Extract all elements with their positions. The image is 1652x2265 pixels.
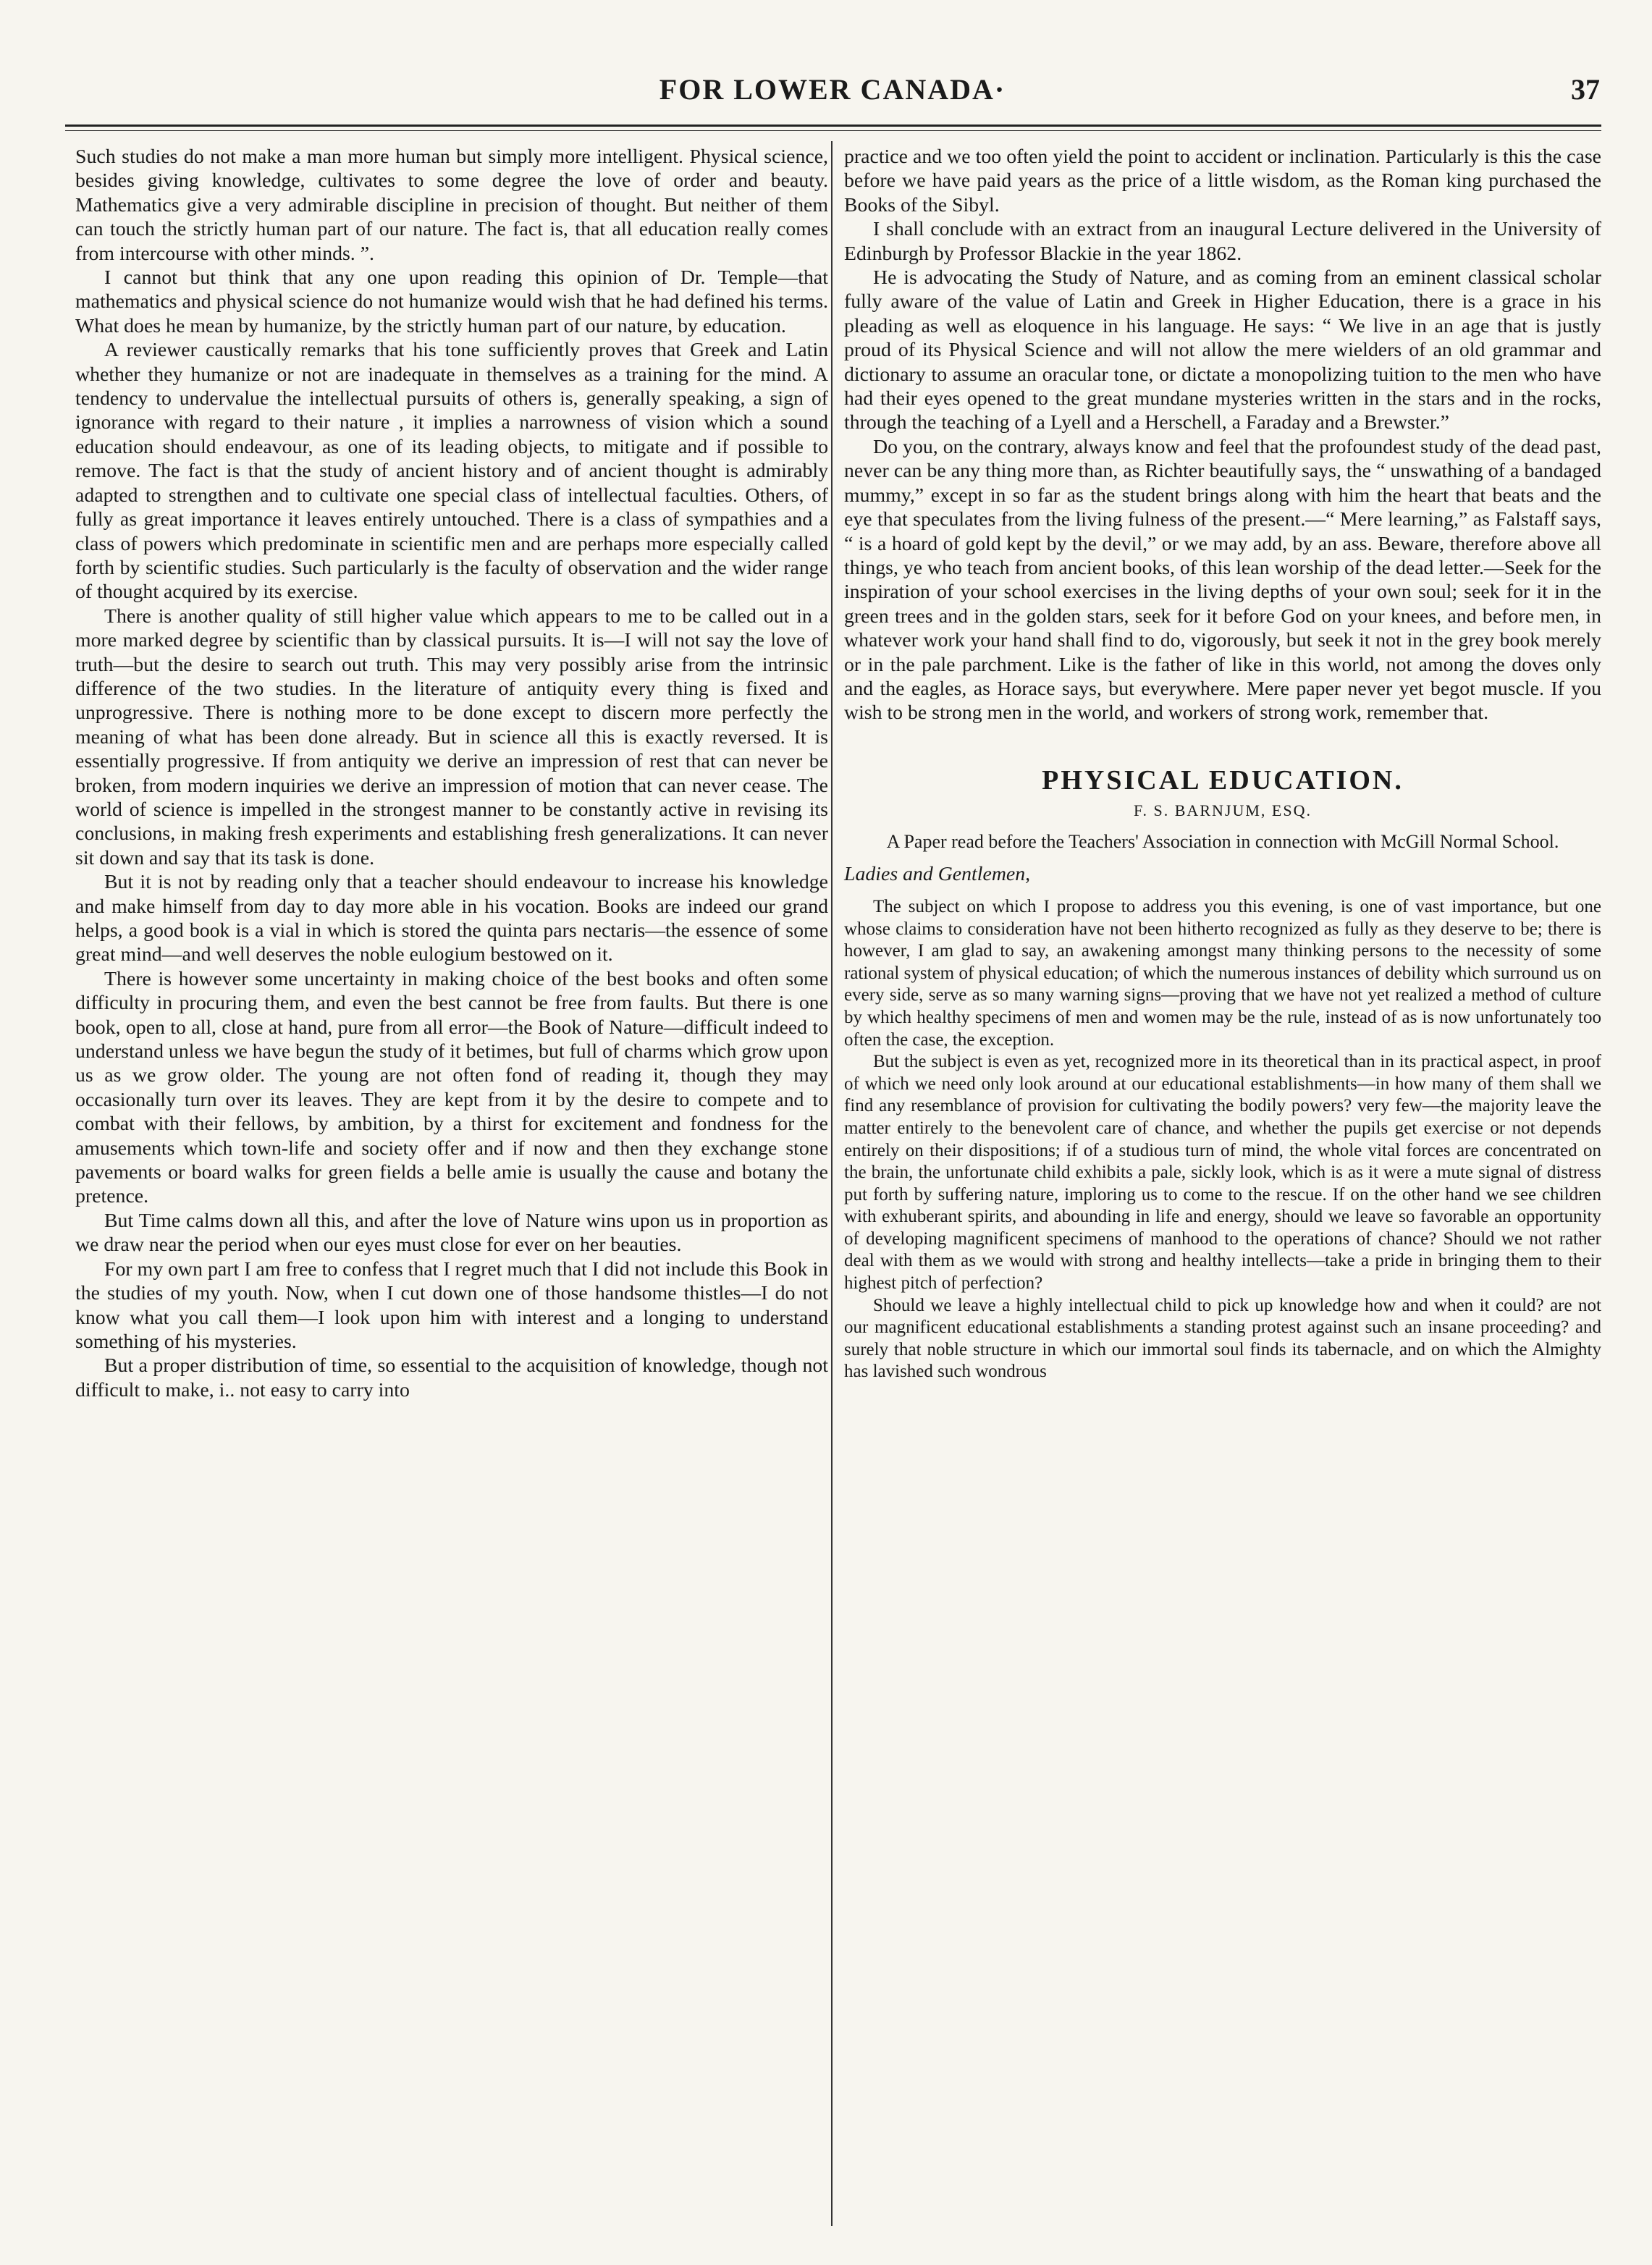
column-divider xyxy=(831,141,833,2226)
paragraph: He is advocating the Study of Nature, and as coming from an eminent classical scholar fully aware of the value of Latin and Greek in Higher Education, there is a grace in his pleading as well as eloquence in his language. He says: “ We live in an age that is justly proud of its Physical Science and will not allow the mere wielders of an old grammar and dictionary to assume an oracular tone, or dictate a monopolizing tuition to the men who have had their eyes opened to the great mundane mysteries written in the stars and in the rocks, through the teaching of a Lyell and a Herschell, a Faraday and a Brewster.” xyxy=(844,266,1601,434)
article-subtitle: A Paper read before the Teachers' Association in connection with McGill Normal School. xyxy=(886,830,1559,852)
paragraph: But Time calms down all this, and after the love of Nature wins upon us in proportion as we draw near the period when our eyes must close for ever on her beauties. xyxy=(75,1209,828,1257)
paragraph: practice and we too often yield the point to accident or inclination. Particularly is this the case before we have paid years as the price of a little wisdom, as the Roman king purchased the Books of the Sibyl. xyxy=(844,145,1601,216)
paragraph: A reviewer caustically remarks that his tone sufficiently proves that Greek and Latin whether they humanize or not are inadequate in themselves as a training for the mind. A tendency to undervalue the intellectual pursuits of others is, generally speaking, a sign of ignorance with regard to their nature , it implies a narrowness of vision which a sound education should endeavour, as one of its leading objects, to mitigate and if possible to remove. The fact is that the study of ancient history and of ancient thought is admirably adapted to strengthen and to cultivate one special class of intellectual faculties. Others, of fully as great importance it leaves entirely untouched. There is a class of sympathies and a class of powers which predominate in scientific men and are perhaps more especially called forth by scientific studies. Such particularly is the faculty of observation and the wider range of thought acquired by its exercise. xyxy=(75,339,828,604)
paragraph: I shall conclude with an extract from an inaugural Lecture delivered in the University of Edinburgh by Professor Blackie in the year 1862. xyxy=(844,218,1601,265)
paragraph: I cannot but think that any one upon reading this opinion of Dr. Temple—that mathematics and physical science do not humanize would wish that he had defined his terms. What does he mean by humanize, by the strictly human part of our nature, by education. xyxy=(75,266,828,337)
paragraph: But a proper distribution of time, so essential to the acquisition of knowledge, though not difficult to make, i.. not easy to carry into xyxy=(75,1354,828,1401)
salutation: Ladies and Gentlemen, xyxy=(844,862,1031,885)
header-rule-thin xyxy=(65,130,1601,131)
paragraph: Should we leave a highly intellectual child to pick up knowledge how and when it could? are not our magnificent educational establishments a standing protest against such an insane proceeding? and surely that noble structure in which our immortal soul finds its tabernacle, and on which the Almighty has lavished such wondrous xyxy=(844,1295,1601,1382)
paragraph: There is another quality of still higher value which appears to me to be called out in a more marked degree by scientific than by classical pursuits. It is—I will not say the love of truth—but the desire to search out truth. This may very possibly arise from the intrinsic difference of the two studies. In the literature of antiquity every thing is fixed and unprogressive. There is nothing more to be done except to discern more perfectly the meaning of what has been done already. But in science all this is exactly reversed. It is essentially progressive. If from antiquity we derive an impression of rest that can never be broken, from modern inquiries we derive an impression of motion that can never cease. The world of science is impelled in the strongest manner to be constantly active in revising its conclusions, in making fresh experiments and establishing fresh generalizations. It can never sit down and say that its task is done. xyxy=(75,604,828,869)
left-column xyxy=(75,145,828,1402)
page-number: 37 xyxy=(1571,73,1600,106)
paragraph: The subject on which I propose to address you this evening, is one of vast importance, but one whose claims to consideration have not been hitherto recognized as fully as they deserve to be; there is however, I am glad to say, an awakening amongst many thinking persons to the necessity of some rational system of physical education; of which the numerous instances of debility which surround us on every side, serve as so many warning signs—proving that we have not yet realized a method of culture by which healthy specimens of men and women may be the rule, instead of as is now unfortunately too often the case, the exception. xyxy=(844,896,1601,1050)
paragraph: Such studies do not make a man more human but simply more intelligent. Physical science, besides giving knowledge, cultivates to some degree the love of order and beauty. Mathematics give a very admirable discipline in precision of thought. But neither of them can touch the strictly human part of our nature. The fact is, that all education really comes from intercourse with other minds. ”. xyxy=(75,145,828,265)
page-header xyxy=(65,72,1600,116)
paragraph: But it is not by reading only that a teacher should endeavour to increase his knowledge and make himself from day to day more able in his vocation. Books are indeed our grand helps, a good book is a vial in which is stored the quinta pars nectaris—the essence of some great mind—and well deserves the noble eulogium bestowed on it. xyxy=(75,871,828,966)
header-rule xyxy=(65,125,1601,127)
right-column xyxy=(844,145,1601,1383)
section-title: PHYSICAL EDUCATION. xyxy=(1042,764,1404,796)
paragraph: Do you, on the contrary, always know and feel that the profoundest study of the dead past, never can be any thing more than, as Richter beautifully says, the “ unswathing of a bandaged mummy,” except in so far as the student brings along with him the heart that beats and the eye that speculates from the living fulness of the present.—“ Mere learning,” as Falstaff says, “ is a hoard of gold kept by the devil,” or we may add, by an ass. Beware, therefore above all things, ye who teach from ancient books, of this lean worship of the dead letter.—Seek for the inspiration of your school exercises in the living depths of your own soul; seek for it in the green trees and in the golden stars, seek for it before God on your knees, and before men, in whatever work your hand shall find to do, vigorously, but seek it not in the grey book merely or in the pale parchment. Like is the father of like in this world, not among the doves only and the eagles, as Horace says, but everywhere. Mere paper never yet begot muscle. If you wish to be strong men in the world, and workers of strong work, remember that. xyxy=(844,435,1601,725)
paragraph: But the subject is even as yet, recognized more in its theoretical than in its practical aspect, in proof of which we need only look around at our educational establishments—in how many of them shall we find any resemblance of provision for cultivating the bodily powers? very few—the majority leave the matter entirely to the benevolent care of chance, and whether the pupils get exercise or not depends entirely on their dispositions; if of a studious turn of mind, the whole vital forces are concentrated on the brain, the unfortunate child exhibits a pale, sickly look, which is as it were a mute signal of distress put forth by suffering nature, imploring us to come to the rescue. If on the other hand we see children with exhuberant spirits, and abounding in life and energy, should we leave so favorable an opportunity of developing magnificent specimens of manhood to the operations of chance? Should we not rather deal with them as we would with strong and healthy intellects—take a pride in bringing them to their highest pitch of perfection? xyxy=(844,1052,1601,1294)
paragraph: For my own part I am free to confess that I regret much that I did not include this Book in the studies of my youth. Now, when I cut down one of those handsome thistles—I do not know what you call them—I look upon him with interest and a longing to understand something of his mysteries. xyxy=(75,1257,828,1353)
running-title: FOR LOWER CANADA· xyxy=(659,73,1006,106)
paragraph: There is however some uncertainty in making choice of the best books and often some difficulty in procuring them, and even the best cannot be free from faults. But there is one book, open to all, close at hand, pure from all error—the Book of Nature—difficult indeed to understand unless we have begun the study of it betimes, but full of charms which grow upon us as we grow older. The young are not often fond of reading it, though they may occasionally turn over its leaves. They are kept from it by the desire to compete and to combat with their fellows, by ambition, by a thirst for excitement and fondness for the amusements which town-life and society offer and if now and then they exchange stone pavements or board walks for green fields a belle amie is usually the cause and botany the pretence. xyxy=(75,967,828,1208)
author-byline: F. S. BARNJUM, ESQ. xyxy=(1134,801,1312,820)
